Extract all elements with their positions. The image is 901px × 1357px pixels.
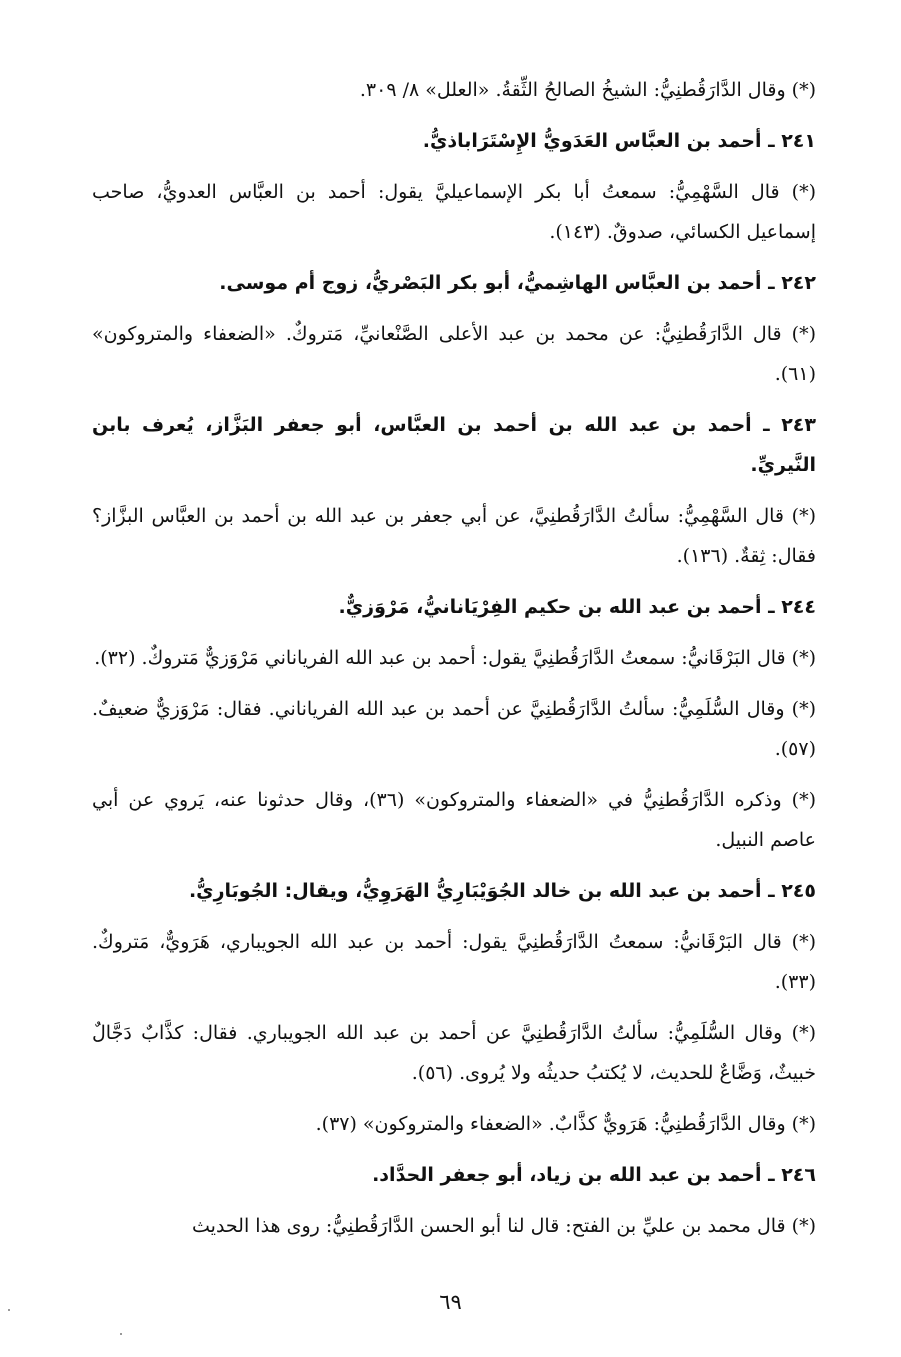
- scan-speck: [120, 1333, 122, 1335]
- entry-heading-241: ٢٤١ ـ أحمد بن العبَّاس العَدَويُّ الإِسْتَرَاباذيُّ.: [422, 130, 816, 152]
- entry-heading-244: ٢٤٤ ـ أحمد بن عبد الله بن حكيم الفِرْيَانانيُّ، مَرْوَزيٌّ.: [338, 596, 816, 618]
- paragraph-quote: (*) قال السَّهْمِيُّ: سمعتُ أبا بكر الإسماعيليَّ يقول: أحمد بن العبَّاس العدويُّ، صاحب إسماعيل الكسائي، صدوقٌ. (١٤٣).: [92, 181, 816, 243]
- paragraph-quote: (*) قال البَرْقَانيُّ: سمعتُ الدَّارَقُطنِيَّ يقول: أحمد بن عبد الله الجويباري، هَرَويٌّ، مَتروكٌ. (٣٣).: [92, 931, 816, 993]
- entry-heading-246: ٢٤٦ ـ أحمد بن عبد الله بن زياد، أبو جعفر الحدَّاد.: [372, 1164, 816, 1186]
- entry-heading-243: ٢٤٣ ـ أحمد بن عبد الله بن أحمد بن العبَّاس، أبو جعفر البَزَّاز، يُعرف بابن النَّيريِّ.: [92, 414, 816, 476]
- entry-heading-242: ٢٤٢ ـ أحمد بن العبَّاس الهاشِميُّ، أبو بكر البَصْريُّ، زوج أم موسى.: [219, 272, 816, 294]
- paragraph-quote: (*) وقال السُّلَمِيُّ: سألتُ الدَّارَقُطنِيَّ عن أحمد بن عبد الله الجويباري. فقال: كذَّابٌ دَجَّالٌ خبيثٌ، وَضَّاعٌ للحديث، لا يُكتبُ حديثُه ولا يُروى. (٥٦).: [92, 1022, 816, 1084]
- scan-speck: [8, 1309, 10, 1311]
- paragraph-quote: (*) قال محمد بن عليِّ بن الفتح: قال لنا أبو الحسن الدَّارَقُطنِيُّ: روى هذا الحديث: [192, 1215, 816, 1237]
- paragraph-quote: (*) قال الدَّارَقُطنِيُّ: عن محمد بن عبد الأعلى الصَّنْعانيِّ، مَتروكٌ. «الضعفاء والمتروكون» (٦١).: [92, 323, 816, 385]
- paragraph-quote: (*) قال السَّهْمِيُّ: سألتُ الدَّارَقُطنِيَّ، عن أبي جعفر بن عبد الله بن أحمد بن العبَّاس البزَّاز؟ فقال: ثِقةٌ. (١٣٦).: [92, 505, 816, 567]
- paragraph-quote: (*) وقال الدَّارَقُطنِيُّ: هَرَويٌّ كذَّابٌ. «الضعفاء والمتروكون» (٣٧).: [315, 1113, 816, 1135]
- paragraph-quote: (*) وقال السُّلَمِيُّ: سألتُ الدَّارَقُطنِيَّ عن أحمد بن عبد الله الفرياناني. فقال: مَرْوَزيٌّ ضعيفٌ. (٥٧).: [92, 698, 816, 760]
- paragraph-quote: (*) قال البَرْقَانيُّ: سمعتُ الدَّارَقُطنِيَّ يقول: أحمد بن عبد الله الفرياناني مَرْوَزيٌّ مَتروكٌ. (٣٢).: [94, 647, 816, 669]
- entry-heading-245: ٢٤٥ ـ أحمد بن عبد الله بن خالد الجُوَيْبَارِيُّ الهَرَوِيُّ، ويقال: الجُوبَارِيُّ.: [188, 880, 816, 902]
- paragraph-quote: (*) وذكره الدَّارَقُطنِيُّ في «الضعفاء والمتروكون» (٣٦)، وقال حدثونا عنه، يَروي عن أبي عاصم النبيل.: [92, 789, 816, 851]
- page-number: ٦٩: [439, 1290, 462, 1314]
- page-text-body: [92, 70, 816, 1257]
- paragraph-quote: (*) وقال الدَّارَقُطنِيُّ: الشيخُ الصالحُ الثِّقةُ. «العلل» ٨/ ٣٠٩.: [359, 79, 816, 101]
